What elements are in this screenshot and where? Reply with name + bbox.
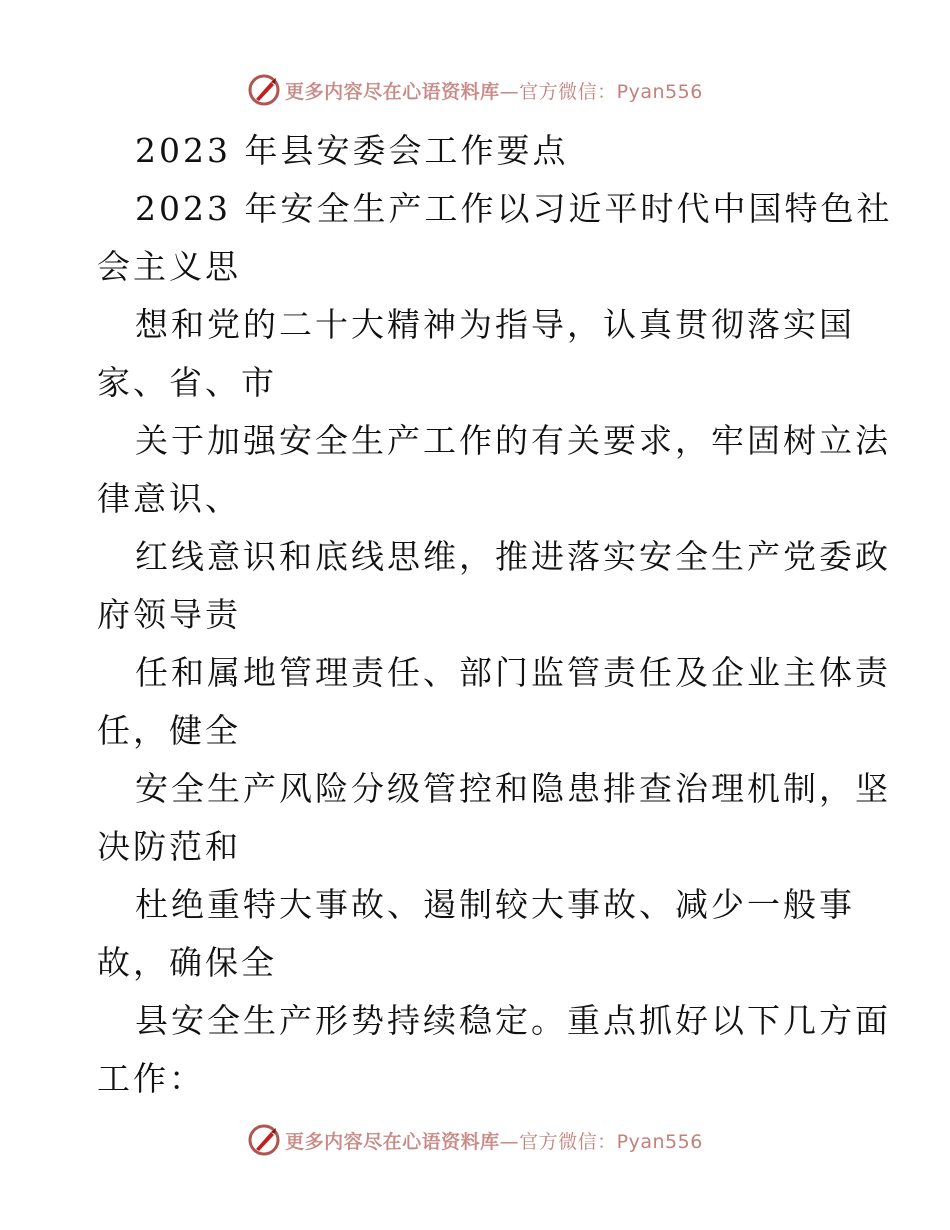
paragraph-line: 工作： xyxy=(97,1059,205,1098)
quill-logo-icon xyxy=(247,1123,281,1157)
paragraph-line: 2023 年安全生产工作以习近平时代中国特色社 xyxy=(135,189,893,228)
paragraph-line: 红线意识和底线思维，推进落实安全生产党委政 xyxy=(135,537,891,576)
paragraph-line: 会主义思 xyxy=(97,247,241,286)
watermark-text xyxy=(285,1127,703,1154)
paragraph-line: 律意识、 xyxy=(97,479,241,518)
paragraph-line: 任，健全 xyxy=(97,711,241,750)
paragraph-line: 县安全生产形势持续稳定。重点抓好以下几方面 xyxy=(135,1001,891,1040)
document-title: 2023 年县安委会工作要点 xyxy=(135,131,569,170)
document-body xyxy=(97,122,893,1108)
paragraph-line: 府领导责 xyxy=(97,595,241,634)
paragraph-line: 杜绝重特大事故、遏制较大事故、减少一般事 xyxy=(135,885,855,924)
paragraph-line: 关于加强安全生产工作的有关要求，牢固树立法 xyxy=(135,421,891,460)
footer-watermark xyxy=(0,1120,950,1160)
header-watermark xyxy=(0,70,950,110)
watermark-lead: 更多内容尽在心语资料库 xyxy=(285,1130,500,1153)
watermark-text xyxy=(285,77,703,104)
paragraph-line: 想和党的二十大精神为指导，认真贯彻落实国 xyxy=(135,305,855,344)
paragraph-line: 家、省、市 xyxy=(97,363,277,402)
quill-logo-icon xyxy=(247,73,281,107)
watermark-tail: —官方微信：Pyan556 xyxy=(499,1130,703,1153)
watermark-lead: 更多内容尽在心语资料库 xyxy=(285,80,500,103)
paragraph-line: 故，确保全 xyxy=(97,943,277,982)
paragraph-line: 安全生产风险分级管控和隐患排查治理机制，坚 xyxy=(135,769,891,808)
watermark-tail: —官方微信：Pyan556 xyxy=(499,80,703,103)
paragraph-line: 任和属地管理责任、部门监管责任及企业主体责 xyxy=(135,653,891,692)
paragraph-line: 决防范和 xyxy=(97,827,241,866)
